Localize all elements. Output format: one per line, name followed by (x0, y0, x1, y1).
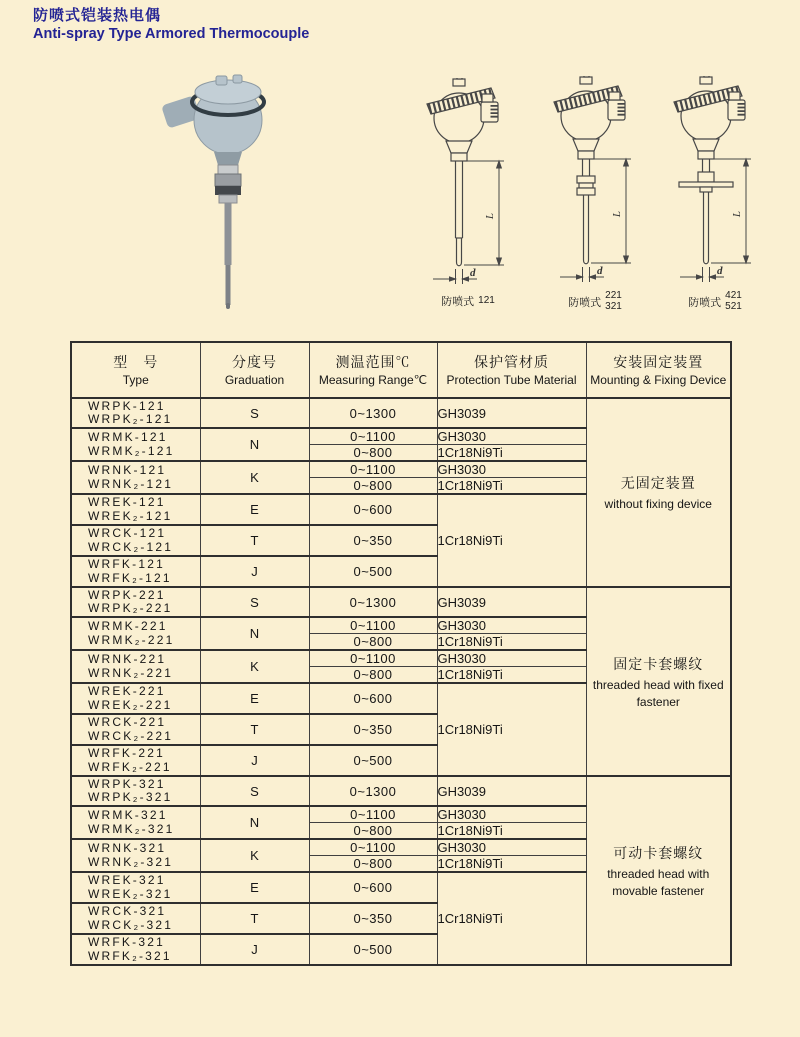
type-cell (71, 903, 200, 934)
material-cell: 1Cr18Ni9Ti (437, 445, 586, 462)
drawing-221-graphic (540, 76, 650, 288)
model-name: WRPK-221 (88, 587, 166, 602)
figure-code-top: 421 (725, 290, 742, 301)
model-name: WRFK₂-221 (88, 759, 172, 774)
model-name: WRNK-321 (88, 841, 167, 855)
range-cell: 0~600 (309, 872, 437, 903)
model-name: WRNK₂-321 (88, 854, 174, 869)
material-cell: GH3030 (437, 650, 586, 667)
table-row (71, 398, 731, 428)
mounting-cell (586, 776, 731, 965)
model-name: WRCK-221 (88, 715, 167, 729)
range-cell: 0~1300 (309, 587, 437, 617)
model-name: WREK₂-221 (88, 697, 173, 712)
graduation-cell: E (200, 683, 309, 714)
model-name: WRPK-121 (88, 398, 166, 413)
graduation-cell: S (200, 776, 309, 806)
model-name: WRPK₂-321 (88, 790, 173, 804)
model-name: WRCK-321 (88, 904, 167, 918)
drawing-121-graphic (413, 78, 523, 290)
figure-label-prefix: 防喷式 (688, 296, 722, 309)
header-mounting-en: Mounting & Fixing Device (590, 372, 727, 387)
header-type-zh: 型 号 (113, 353, 159, 370)
material-cell: GH3030 (437, 617, 586, 634)
model-name: WREK₂-121 (88, 508, 173, 523)
material-cell: GH3030 (437, 806, 586, 823)
mounting-zh: 固定卡套螺纹 (613, 655, 704, 672)
range-cell: 0~1300 (309, 398, 437, 428)
range-cell: 0~1100 (309, 428, 437, 445)
figure-code-top: 221 (605, 290, 622, 301)
material-cell: GH3030 (437, 839, 586, 856)
header-range-zh: 测温范围℃ (335, 353, 411, 370)
model-name: WRMK₂-321 (88, 821, 175, 836)
product-photo (158, 72, 303, 315)
material-cell: 1Cr18Ni9Ti (437, 478, 586, 495)
type-cell (71, 617, 200, 650)
mounting-en: threaded head with fixed fastener (592, 677, 724, 709)
mounting-en: without fixing device (604, 497, 712, 511)
model-name: WRPK₂-221 (88, 601, 173, 615)
graduation-cell: T (200, 903, 309, 934)
graduation-cell: K (200, 650, 309, 683)
model-name: WRFK-321 (88, 935, 165, 949)
mounting-zh: 无固定装置 (620, 475, 696, 491)
type-cell (71, 494, 200, 525)
model-name: WRFK₂-121 (88, 570, 172, 585)
graduation-cell: J (200, 745, 309, 776)
mounting-cell (586, 587, 731, 776)
type-cell (71, 461, 200, 494)
range-cell: 0~600 (309, 494, 437, 525)
column-header-range (309, 342, 437, 398)
thermocouple-photo-graphic (158, 72, 303, 310)
range-cell: 0~1100 (309, 617, 437, 634)
graduation-cell: T (200, 525, 309, 556)
model-name: WRCK-121 (88, 526, 167, 540)
column-header-type (71, 342, 200, 398)
type-cell (71, 745, 200, 776)
column-header-graduation (200, 342, 309, 398)
type-cell (71, 650, 200, 683)
figure-label-codes (478, 296, 495, 307)
range-cell: 0~1100 (309, 839, 437, 856)
header-graduation-en: Graduation (224, 372, 285, 387)
material-cell: 1Cr18Ni9Ti (437, 823, 586, 840)
model-name: WRMK₂-221 (88, 632, 175, 647)
figure-code-top: 121 (478, 294, 495, 306)
type-cell (71, 934, 200, 965)
material-cell: 1Cr18Ni9Ti (437, 872, 586, 965)
type-cell (71, 428, 200, 461)
model-name: WRFK₂-321 (88, 948, 172, 963)
model-name: WREK-121 (88, 495, 166, 509)
header-range-en: Measuring Range℃ (318, 372, 428, 387)
range-cell: 0~500 (309, 745, 437, 776)
range-cell: 0~1100 (309, 461, 437, 478)
model-name: WRPK₂-121 (88, 412, 173, 426)
material-cell: 1Cr18Ni9Ti (437, 683, 586, 776)
range-cell: 0~1300 (309, 776, 437, 806)
figure-label-221-321 (568, 291, 622, 312)
model-name: WRFK-121 (88, 557, 165, 571)
type-cell (71, 776, 200, 806)
range-cell: 0~800 (309, 445, 437, 462)
model-name: WRNK-221 (88, 652, 167, 666)
range-cell: 0~500 (309, 556, 437, 587)
mounting-en: threaded head with movable fastener (607, 866, 710, 898)
material-cell: GH3039 (437, 587, 586, 617)
model-name: WRMK-221 (88, 619, 168, 633)
page-title-zh: 防喷式铠装热电偶 (33, 7, 162, 24)
page-title-en: Anti-spray Type Armored Thermocouple (33, 26, 310, 42)
graduation-cell: K (200, 839, 309, 872)
range-cell: 0~500 (309, 934, 437, 965)
range-cell: 0~350 (309, 903, 437, 934)
page-title (33, 7, 309, 43)
graduation-cell: K (200, 461, 309, 494)
column-header-material (437, 342, 586, 398)
material-cell: GH3030 (437, 461, 586, 478)
graduation-cell: E (200, 872, 309, 903)
range-cell: 0~600 (309, 683, 437, 714)
table-row (71, 776, 731, 806)
range-cell: 0~800 (309, 823, 437, 840)
type-cell (71, 839, 200, 872)
model-name: WRMK₂-121 (88, 443, 175, 458)
range-cell: 0~800 (309, 478, 437, 495)
drawing-type-421-521 (660, 76, 770, 312)
material-cell: GH3039 (437, 398, 586, 428)
model-name: WRNK₂-221 (88, 665, 174, 680)
drawing-type-221-321 (540, 76, 650, 312)
spec-table (70, 341, 732, 966)
model-name: WREK-321 (88, 873, 166, 887)
header-type-en: Type (122, 372, 149, 387)
type-cell (71, 714, 200, 745)
model-name: WREK-221 (88, 684, 166, 698)
range-cell: 0~800 (309, 856, 437, 873)
graduation-cell: N (200, 806, 309, 839)
range-cell: 0~350 (309, 525, 437, 556)
column-header-mounting (586, 342, 731, 398)
figure-code-bottom: 521 (725, 300, 742, 312)
range-cell: 0~1100 (309, 650, 437, 667)
graduation-cell: N (200, 617, 309, 650)
mounting-cell (586, 398, 731, 587)
header-graduation-zh: 分度号 (232, 353, 277, 370)
material-cell: 1Cr18Ni9Ti (437, 494, 586, 587)
graduation-cell: T (200, 714, 309, 745)
model-name: WRNK-121 (88, 463, 167, 477)
material-cell: 1Cr18Ni9Ti (437, 856, 586, 873)
model-name: WRFK-221 (88, 746, 165, 760)
model-name: WRMK-321 (88, 808, 168, 822)
material-cell: 1Cr18Ni9Ti (437, 667, 586, 684)
material-cell: GH3039 (437, 776, 586, 806)
model-name: WREK₂-321 (88, 886, 173, 901)
header-material-en: Protection Tube Material (446, 372, 577, 387)
graduation-cell: J (200, 934, 309, 965)
range-cell: 0~350 (309, 714, 437, 745)
graduation-cell: J (200, 556, 309, 587)
figure-label-421-521 (688, 291, 742, 312)
type-cell (71, 587, 200, 617)
graduation-cell: S (200, 587, 309, 617)
figure-label-prefix: 防喷式 (441, 296, 475, 308)
type-cell (71, 398, 200, 428)
figure-label-prefix: 防喷式 (568, 296, 602, 309)
header-row (71, 342, 731, 398)
type-cell (71, 872, 200, 903)
range-cell: 0~800 (309, 634, 437, 651)
model-name: WRCK₂-321 (88, 917, 174, 932)
type-cell (71, 683, 200, 714)
figure-label-121 (441, 293, 495, 309)
figure-code-bottom: 321 (605, 300, 622, 312)
header-material-zh: 保护管材质 (474, 353, 549, 370)
graduation-cell: S (200, 398, 309, 428)
figure-label-codes (725, 291, 742, 312)
table-row (71, 587, 731, 617)
material-cell: GH3030 (437, 428, 586, 445)
graduation-cell: E (200, 494, 309, 525)
model-name: WRCK₂-121 (88, 539, 174, 554)
drawing-type-121 (413, 78, 523, 309)
figure-label-codes (605, 291, 622, 312)
model-name: WRNK₂-121 (88, 476, 174, 491)
graduation-cell: N (200, 428, 309, 461)
drawing-421-graphic (660, 76, 770, 288)
model-name: WRMK-121 (88, 430, 168, 444)
range-cell: 0~1100 (309, 806, 437, 823)
type-cell (71, 806, 200, 839)
type-cell (71, 525, 200, 556)
material-cell: 1Cr18Ni9Ti (437, 634, 586, 651)
mounting-zh: 可动卡套螺纹 (613, 844, 704, 861)
type-cell (71, 556, 200, 587)
model-name: WRCK₂-221 (88, 728, 174, 743)
header-mounting-zh: 安装固定装置 (613, 353, 704, 370)
model-name: WRPK-321 (88, 776, 166, 791)
range-cell: 0~800 (309, 667, 437, 684)
